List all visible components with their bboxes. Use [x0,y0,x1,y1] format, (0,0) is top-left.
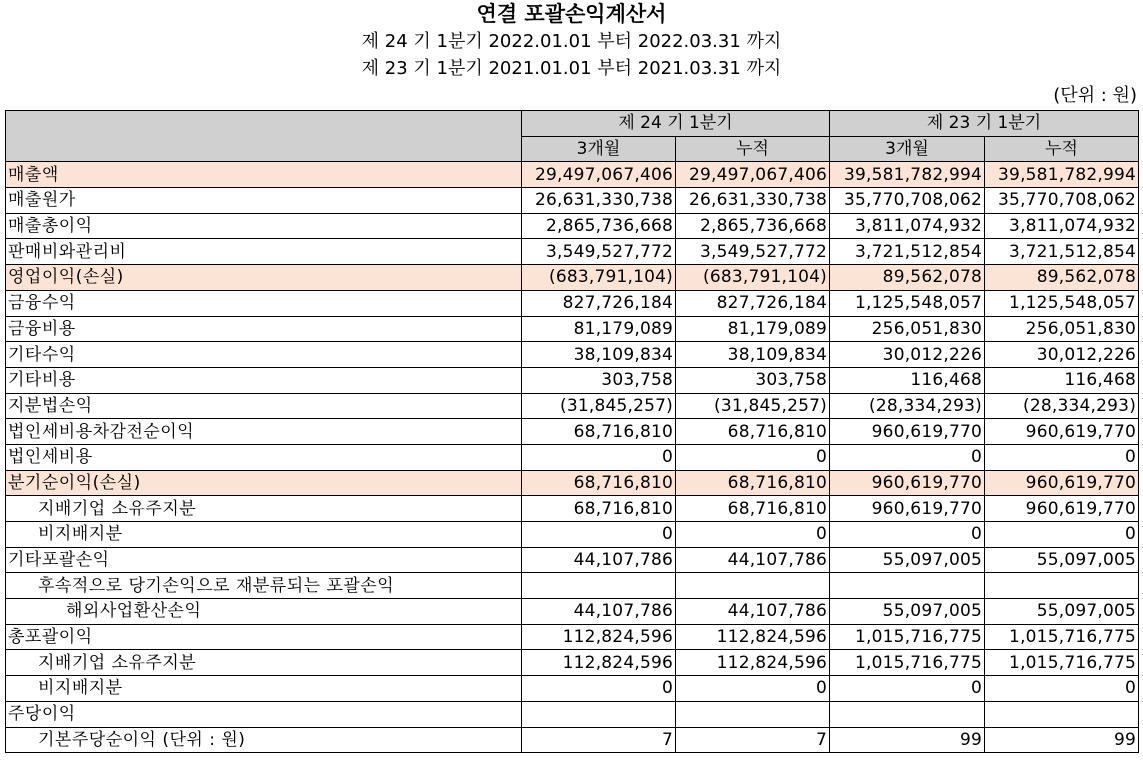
value-prior-3month: 1,125,548,057 [830,290,985,316]
value-current-3month: 0 [522,676,676,702]
value-prior-3month: 39,581,782,994 [830,162,985,188]
statement-body [6,162,1139,753]
value-prior-cumulative: 3,811,074,932 [985,213,1139,239]
value-current-cumulative: 3,549,527,772 [676,239,830,265]
value-current-cumulative: 0 [676,444,830,470]
value-current-3month: 303,758 [522,367,676,393]
value-current-cumulative: 44,107,786 [676,599,830,625]
value-prior-cumulative: 55,097,005 [985,547,1139,573]
value-prior-3month: 89,562,078 [830,265,985,291]
value-prior-cumulative: 1,015,716,775 [985,624,1139,650]
table-row [6,496,1139,522]
value-prior-cumulative: 39,581,782,994 [985,162,1139,188]
row-label: 분기순이익(손실) [6,470,522,496]
value-current-cumulative [676,701,830,727]
table-row [6,547,1139,573]
value-current-3month: 44,107,786 [522,599,676,625]
table-row [6,188,1139,214]
table-row [6,522,1139,548]
value-prior-cumulative [985,573,1139,599]
table-row [6,316,1139,342]
value-prior-3month: 1,015,716,775 [830,624,985,650]
value-prior-cumulative: 3,721,512,854 [985,239,1139,265]
value-prior-cumulative: 960,619,770 [985,419,1139,445]
value-prior-3month: 1,015,716,775 [830,650,985,676]
value-current-cumulative: 44,107,786 [676,547,830,573]
value-prior-3month: 30,012,226 [830,342,985,368]
period-line-current: 제 24 기 1분기 2022.01.01 부터 2022.03.31 까지 [361,31,782,52]
value-prior-cumulative: 55,097,005 [985,599,1139,625]
value-current-3month: 0 [522,444,676,470]
table-row [6,162,1139,188]
row-label: 주당이익 [6,701,522,727]
value-prior-3month: 0 [830,444,985,470]
row-label: 총포괄이익 [6,624,522,650]
row-label: 매출총이익 [6,213,522,239]
value-prior-3month: 960,619,770 [830,470,985,496]
value-current-cumulative: 68,716,810 [676,470,830,496]
value-current-cumulative: 112,824,596 [676,650,830,676]
period-line-prior: 제 23 기 1분기 2021.01.01 부터 2021.03.31 까지 [361,58,782,79]
table-row [6,727,1139,753]
table-row [6,393,1139,419]
row-label: 해외사업환산손익 [6,599,522,625]
value-prior-cumulative: 0 [985,676,1139,702]
row-label: 매출원가 [6,188,522,214]
table-row [6,676,1139,702]
value-current-cumulative: (31,845,257) [676,393,830,419]
value-prior-3month: 960,619,770 [830,496,985,522]
row-label: 비지배지분 [6,676,522,702]
value-prior-cumulative: 1,015,716,775 [985,650,1139,676]
value-current-cumulative: 303,758 [676,367,830,393]
value-current-cumulative: 0 [676,522,830,548]
header-account-cell [6,111,522,162]
row-label: 비지배지분 [6,522,522,548]
header-row-periods [6,111,1139,137]
row-label: 기타비용 [6,367,522,393]
table-row [6,470,1139,496]
value-current-3month: 68,716,810 [522,419,676,445]
value-prior-3month [830,701,985,727]
row-label: 지배기업 소유주지분 [6,496,522,522]
row-label: 기타수익 [6,342,522,368]
header-current-3month: 3개월 [522,136,676,162]
value-current-cumulative: 68,716,810 [676,419,830,445]
value-current-cumulative: 68,716,810 [676,496,830,522]
value-prior-cumulative: 116,468 [985,367,1139,393]
table-row [6,444,1139,470]
value-current-cumulative: 38,109,834 [676,342,830,368]
header-period-current: 제 24 기 1분기 [522,111,830,137]
value-prior-cumulative [985,701,1139,727]
value-current-3month: (31,845,257) [522,393,676,419]
statement-title: 연결 포괄손익계산서 [476,2,667,26]
value-current-cumulative: 0 [676,676,830,702]
value-prior-cumulative: 1,125,548,057 [985,290,1139,316]
header-prior-3month: 3개월 [830,136,985,162]
value-current-cumulative [676,573,830,599]
value-current-3month: 68,716,810 [522,496,676,522]
table-row [6,650,1139,676]
value-current-3month: 827,726,184 [522,290,676,316]
value-current-3month [522,573,676,599]
row-label: 지분법손익 [6,393,522,419]
table-row [6,342,1139,368]
value-current-cumulative: 81,179,089 [676,316,830,342]
value-prior-3month: 256,051,830 [830,316,985,342]
value-current-3month: 7 [522,727,676,753]
value-current-cumulative: 26,631,330,738 [676,188,830,214]
value-prior-cumulative: 30,012,226 [985,342,1139,368]
value-prior-cumulative: 960,619,770 [985,496,1139,522]
value-prior-3month [830,573,985,599]
value-prior-cumulative: 0 [985,444,1139,470]
value-current-cumulative: 29,497,067,406 [676,162,830,188]
table-row [6,367,1139,393]
value-current-cumulative: 827,726,184 [676,290,830,316]
value-prior-3month: 99 [830,727,985,753]
row-label: 기타포괄손익 [6,547,522,573]
table-row [6,213,1139,239]
table-row [6,701,1139,727]
value-current-cumulative: 112,824,596 [676,624,830,650]
value-prior-3month: 116,468 [830,367,985,393]
value-current-3month: 2,865,736,668 [522,213,676,239]
value-prior-3month: 0 [830,522,985,548]
table-row [6,624,1139,650]
header-current-cumulative: 누적 [676,136,830,162]
row-label: 후속적으로 당기손익으로 재분류되는 포괄손익 [6,573,522,599]
value-current-3month: 0 [522,522,676,548]
value-current-3month [522,701,676,727]
table-row [6,265,1139,291]
value-current-3month: 112,824,596 [522,624,676,650]
value-current-3month: 81,179,089 [522,316,676,342]
value-prior-cumulative: 256,051,830 [985,316,1139,342]
value-current-3month: 112,824,596 [522,650,676,676]
row-label: 영업이익(손실) [6,265,522,291]
value-current-cumulative: 7 [676,727,830,753]
row-label: 판매비와관리비 [6,239,522,265]
value-prior-3month: 55,097,005 [830,599,985,625]
value-current-3month: 26,631,330,738 [522,188,676,214]
row-label: 매출액 [6,162,522,188]
header-period-prior: 제 23 기 1분기 [830,111,1139,137]
value-prior-cumulative: 89,562,078 [985,265,1139,291]
table-row [6,573,1139,599]
value-prior-cumulative: (28,334,293) [985,393,1139,419]
header-prior-cumulative: 누적 [985,136,1139,162]
value-current-3month: 68,716,810 [522,470,676,496]
value-prior-cumulative: 99 [985,727,1139,753]
value-current-3month: 44,107,786 [522,547,676,573]
value-prior-3month: 55,097,005 [830,547,985,573]
value-current-3month: 38,109,834 [522,342,676,368]
value-prior-3month: 960,619,770 [830,419,985,445]
table-row [6,239,1139,265]
value-prior-3month: (28,334,293) [830,393,985,419]
value-prior-3month: 0 [830,676,985,702]
value-current-cumulative: 2,865,736,668 [676,213,830,239]
row-label: 기본주당순이익 (단위 : 원) [6,727,522,753]
table-row [6,419,1139,445]
row-label: 금융수익 [6,290,522,316]
value-prior-cumulative: 960,619,770 [985,470,1139,496]
row-label: 지배기업 소유주지분 [6,650,522,676]
income-statement-table [5,110,1139,753]
value-prior-cumulative: 35,770,708,062 [985,188,1139,214]
row-label: 법인세비용 [6,444,522,470]
row-label: 금융비용 [6,316,522,342]
value-prior-3month: 3,811,074,932 [830,213,985,239]
unit-label: (단위 : 원) [1053,85,1137,106]
value-prior-3month: 35,770,708,062 [830,188,985,214]
value-current-3month: 29,497,067,406 [522,162,676,188]
value-prior-cumulative: 0 [985,522,1139,548]
table-row [6,599,1139,625]
value-prior-3month: 3,721,512,854 [830,239,985,265]
table-row [6,290,1139,316]
value-current-3month: 3,549,527,772 [522,239,676,265]
value-current-3month: (683,791,104) [522,265,676,291]
row-label: 법인세비용차감전순이익 [6,419,522,445]
value-current-cumulative: (683,791,104) [676,265,830,291]
